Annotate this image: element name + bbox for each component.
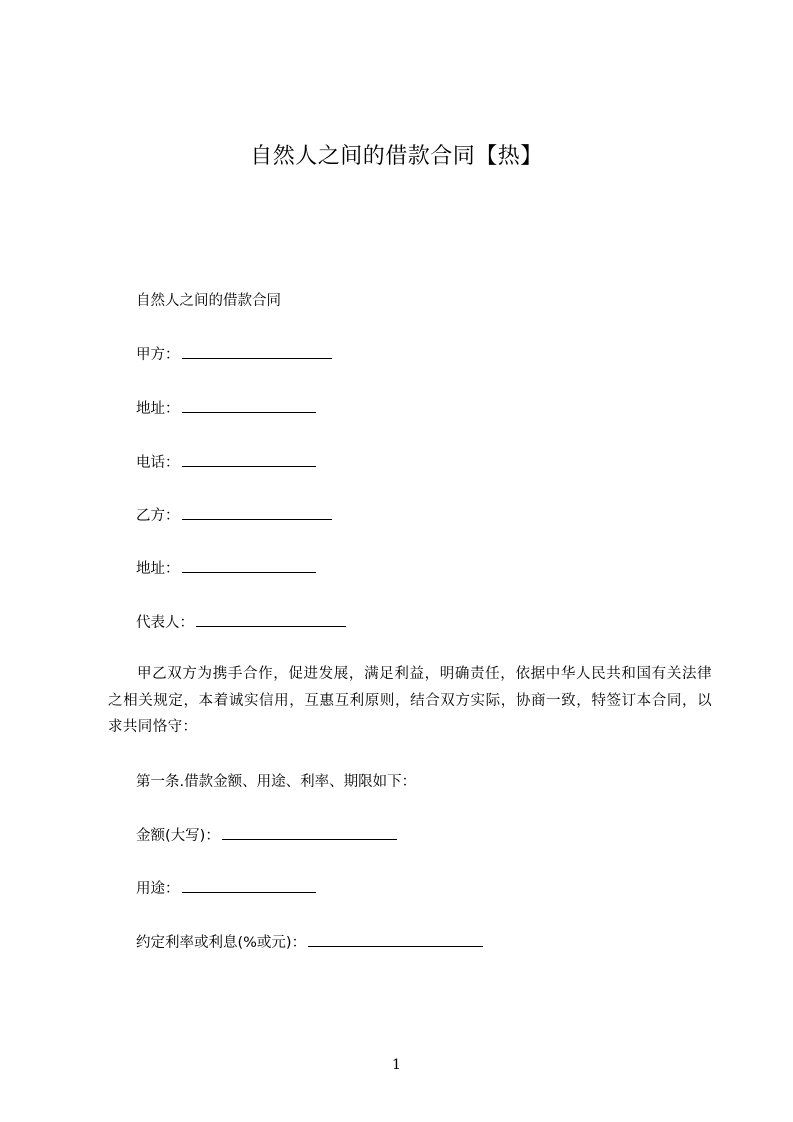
representative-label: 代表人： [136,615,194,631]
party-a-label: 甲方： [136,347,180,363]
purpose-blank[interactable] [182,878,316,893]
page-number: 1 [392,1057,401,1073]
party-b-blank[interactable] [182,505,332,520]
party-a-address-blank[interactable] [182,398,316,413]
party-b-field [136,505,332,526]
document-title: 自然人之间的借款合同【热】 [250,144,543,169]
party-a-phone-blank[interactable] [182,452,316,467]
interest-rate-field [136,932,483,953]
article-one-heading: 第一条.借款金额、用途、利率、期限如下： [136,774,417,790]
party-b-label: 乙方： [136,508,180,524]
purpose-label: 用途： [136,881,180,897]
intro-paragraph: 甲乙双方为携手合作，促进发展，满足利益，明确责任，依据中华人民共和国有关法律之相关规定，本着诚实信用，互惠互利原则，结合双方实际，协商一致，特签订本合同，以求共同恪守： [108,666,712,735]
party-a-address-field [136,398,316,419]
party-a-blank[interactable] [182,344,332,359]
representative-field [136,612,346,633]
interest-rate-blank[interactable] [308,932,483,947]
amount-label: 金额(大写)： [136,828,220,844]
purpose-field [136,878,316,899]
representative-blank[interactable] [196,612,346,627]
interest-rate-label: 约定利率或利息(%或元)： [136,935,307,951]
party-a-phone-field [136,452,316,473]
party-a-address-label: 地址： [136,401,180,417]
amount-blank[interactable] [222,825,397,840]
party-b-address-field [136,558,316,579]
contract-subtitle: 自然人之间的借款合同 [136,293,281,309]
amount-field [136,825,397,846]
party-a-phone-label: 电话： [136,455,180,471]
party-a-field [136,344,332,365]
party-b-address-label: 地址： [136,561,180,577]
party-b-address-blank[interactable] [182,558,316,573]
